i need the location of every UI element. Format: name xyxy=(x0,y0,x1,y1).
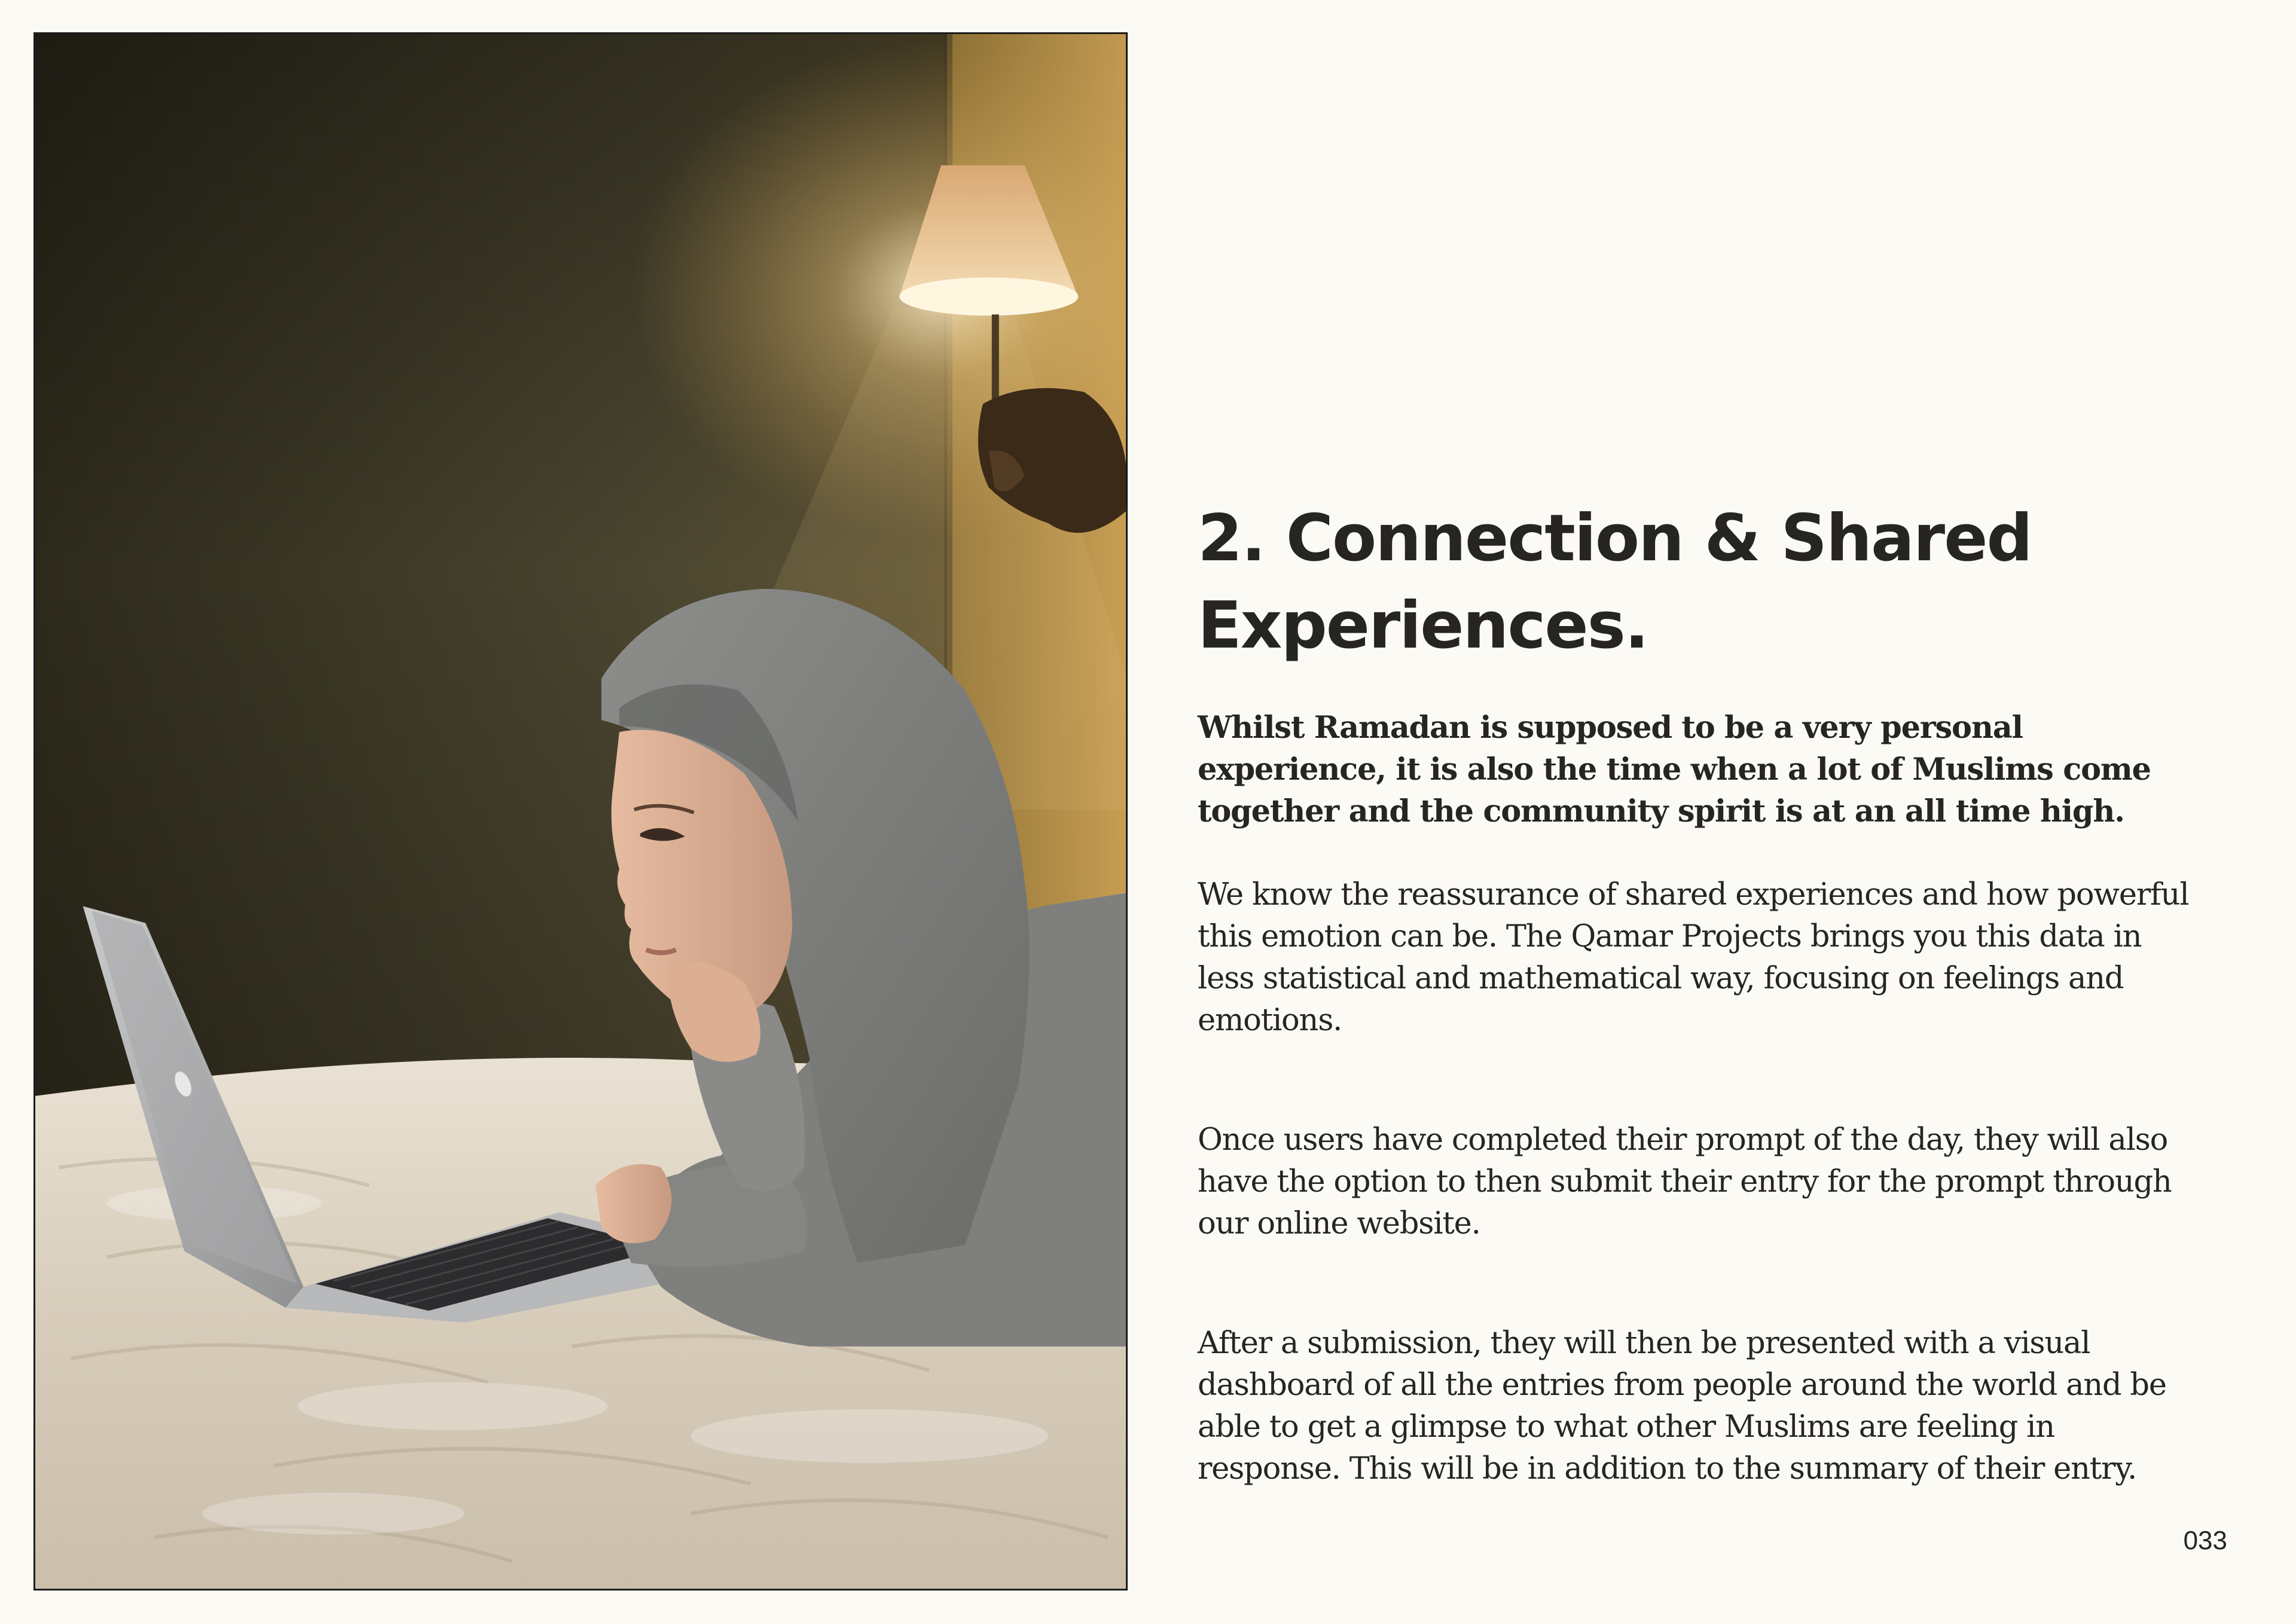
body-paragraph: We know the reassurance of shared experiences and how powerful this emotion can be. The Qamar Projects brings you this data in less statistical and mathematical way, focusing on feelings and emotions. xyxy=(1198,877,2189,1038)
body-paragraph: After a submission, they will then be presented with a visual dashboard of all the entries from people around the world and be able to get a glimpse to what other Muslims are feeling in response. This will be in addition to the summary of their entry. xyxy=(1198,1326,2166,1486)
photo-woman-with-laptop xyxy=(33,32,1128,1591)
woman-in-hijab-with-laptop-icon xyxy=(35,34,1126,1589)
heading-line-1: 2. Connection & Shared xyxy=(1198,501,2032,576)
body-paragraph: Once users have completed their prompt of the day, they will also have the option to then submit their entry for the prompt through our online website. xyxy=(1198,1122,2172,1241)
text-column xyxy=(1198,495,2202,1490)
section-heading xyxy=(1198,495,2202,670)
page-number: 033 xyxy=(2183,1526,2227,1555)
heading-line-2: Experiences. xyxy=(1198,588,1648,663)
intro-paragraph: Whilst Ramadan is supposed to be a very personal experience, it is also the time when a lot of Muslims come together and the community spirit is at an all time high. xyxy=(1198,710,2151,829)
